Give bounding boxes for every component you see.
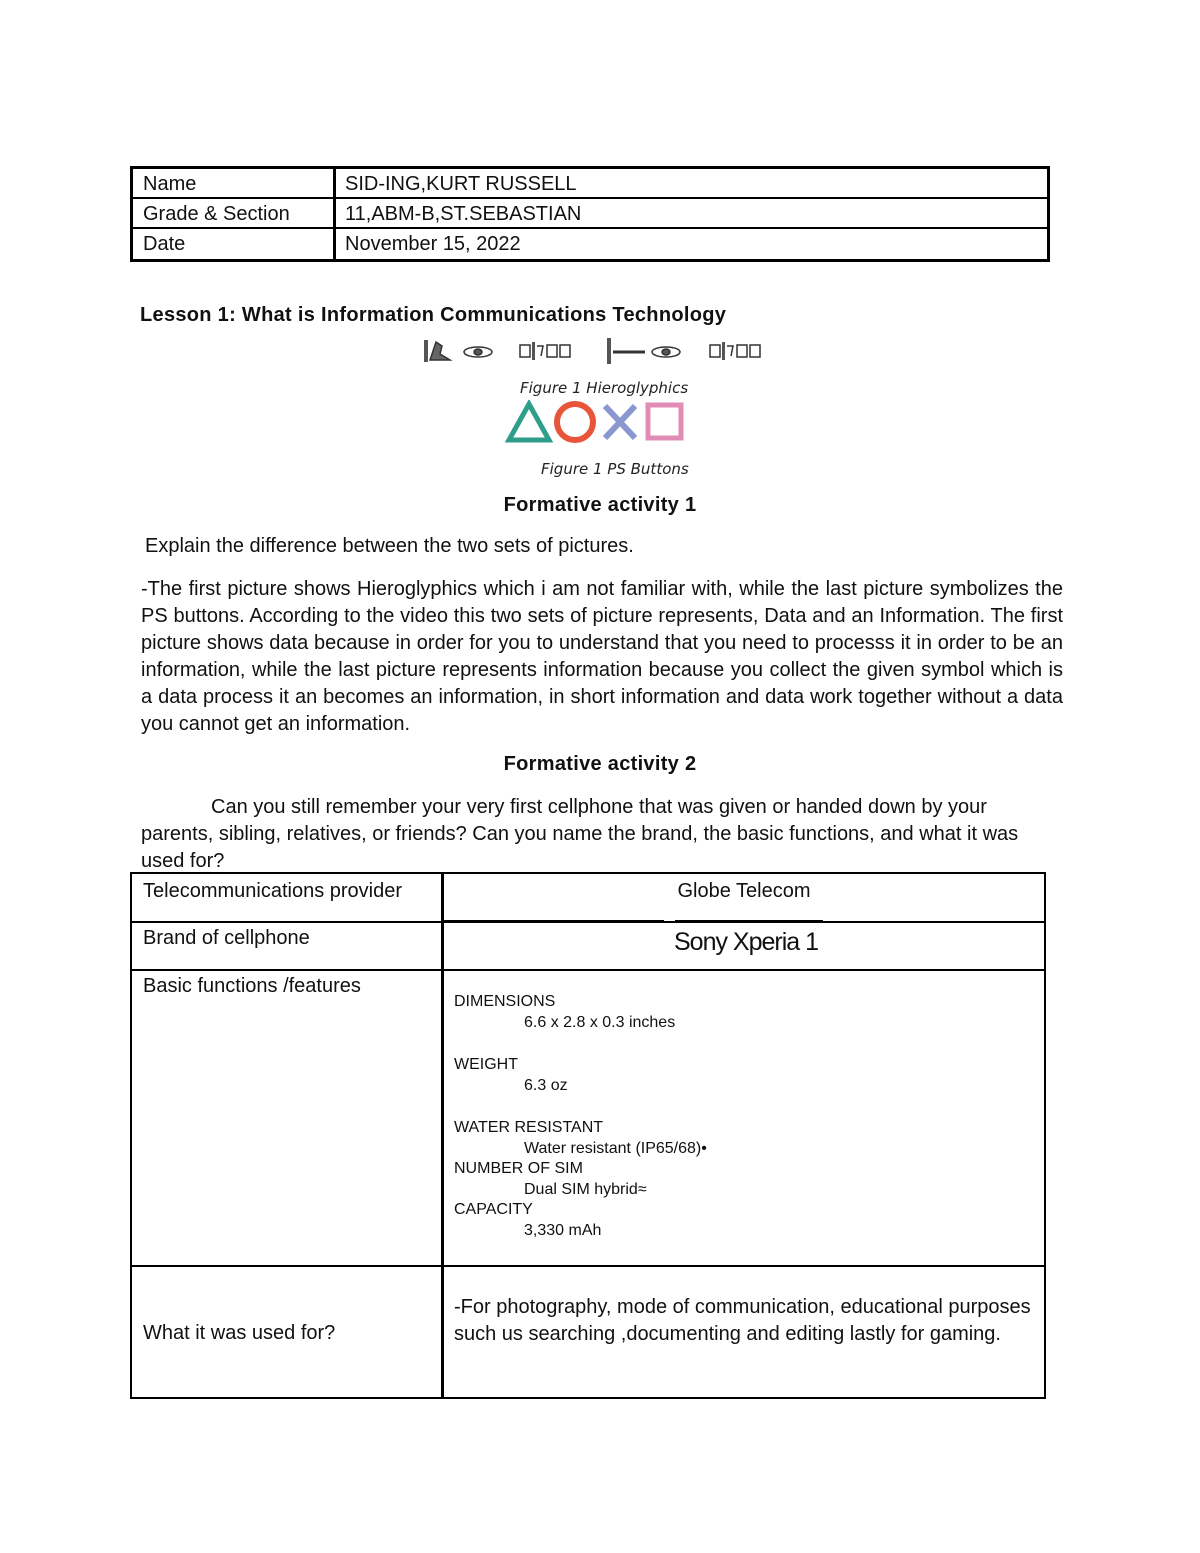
feature-value: 3,330 mAh: [524, 1221, 602, 1239]
brand-label: Brand of cellphone: [143, 927, 310, 949]
ps-buttons-image: [505, 400, 690, 448]
table-row-divider: [132, 969, 1044, 971]
feature-value: 6.3 oz: [524, 1076, 568, 1094]
grade-section-value: 11,ABM-B,ST.SEBASTIAN: [345, 203, 582, 225]
hieroglyphics-image: [420, 336, 780, 368]
name-label: Name: [143, 173, 197, 195]
date-value: November 15, 2022: [345, 233, 521, 255]
provider-value: Globe Telecom: [677, 880, 811, 902]
lesson-title: Lesson 1: What is Information Communications Technology: [140, 304, 727, 326]
provider-label: Telecommunications provider: [143, 880, 403, 902]
activity2-heading: Formative activity 2: [503, 753, 697, 775]
figure-caption-hieroglyphics: Figure 1 Hieroglyphics: [520, 379, 689, 397]
name-value: SID-ING,KURT RUSSELL: [345, 173, 577, 195]
date-label: Date: [143, 233, 186, 255]
table-row-divider: [132, 1265, 1044, 1267]
triangle-icon: [509, 404, 549, 440]
brand-underline: [444, 920, 664, 922]
activity1-heading: Formative activity 1: [503, 494, 697, 516]
info-row-name: [133, 169, 1047, 199]
student-info-table: [130, 166, 1050, 262]
feature-key: CAPACITY: [454, 1201, 533, 1218]
features-list: [454, 992, 707, 1241]
feature-key: DIMENSIONS: [454, 993, 556, 1010]
feature-value: Water resistant (IP65/68)•: [524, 1139, 707, 1157]
used-for-value: -For photography, mode of communication, educational purposes such us searching ,documenting and editing lastly for gaming.: [454, 1296, 1031, 1345]
brand-underline: [675, 920, 823, 922]
figure-caption-ps-buttons: Figure 1 PS Buttons: [541, 460, 689, 478]
feature-value: Dual SIM hybrid≈: [524, 1180, 647, 1198]
brand-value: Sony Xperia 1: [674, 928, 819, 956]
features-label: Basic functions /features: [143, 975, 361, 997]
feature-key: WEIGHT: [454, 1056, 518, 1073]
activity2-prompt: Can you still remember your very first cellphone that was given or handed down by your parents, sibling, relatives, or friends? Can you name the brand, the basic functions, and what it was used for?: [141, 796, 1019, 872]
grade-section-label: Grade & Section: [143, 203, 290, 225]
used-for-label: What it was used for?: [143, 1322, 336, 1344]
cellphone-table: [130, 872, 1046, 1399]
feature-value: 6.6 x 2.8 x 0.3 inches: [524, 1013, 676, 1031]
feature-key: NUMBER OF SIM: [454, 1160, 583, 1177]
feature-key: WATER RESISTANT: [454, 1119, 604, 1136]
cross-icon: [605, 406, 635, 438]
info-row-date: [133, 229, 1047, 259]
activity1-answer: -The first picture shows Hieroglyphics which i am not familiar with, while the last picture symbolizes the PS buttons. According to the video this two sets of picture represents, Data and an Information. The first picture shows data because in order for you to understand that you need to processs it in order to be an information, while the last picture represents information because you collect the given symbol which is a data process it an becomes an information, in short information and data work together without a data you cannot get an information.: [141, 578, 1063, 735]
activity1-prompt: Explain the difference between the two sets of pictures.: [145, 535, 634, 557]
table-column-divider: [441, 874, 444, 1397]
info-column-divider: [333, 169, 336, 259]
square-icon: [648, 405, 681, 438]
info-row-grade-section: [133, 199, 1047, 229]
circle-icon: [557, 404, 593, 440]
